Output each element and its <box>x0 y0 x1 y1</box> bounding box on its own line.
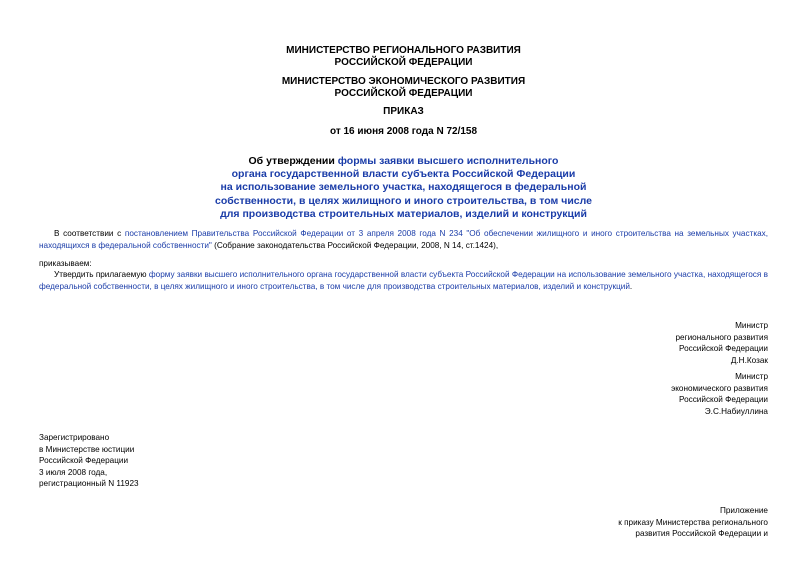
title-prefix: Об утверждении <box>248 155 338 167</box>
title-line-2[interactable]: органа государственной власти субъекта Российской Федерации <box>231 168 576 181</box>
order-paragraph: Утвердить прилагаемую форму заявки высшего исполнительного органа государственной власти субъекта Российской Федерации на использование земельного участка, находящегося в федеральной собственности, в целях жилищного и иного строительства, в том числе для производства строительных материалов, изделий и конструкций. <box>39 270 768 291</box>
order-date: от 16 июня 2008 года N 72/158 <box>329 126 478 137</box>
title-form-link[interactable]: формы заявки высшего исполнительного <box>337 155 559 167</box>
order-type: ПРИКАЗ <box>383 106 424 117</box>
title-line-5[interactable]: для производства строительных материалов, изделий и конструкций <box>220 207 587 220</box>
signature-minister-regional: Министр регионального развития Российской Федерации Д.Н.Козак <box>675 321 768 365</box>
signature-minister-economic: Министр экономического развития Российской Федерации Э.С.Набиуллина <box>671 372 768 416</box>
ministry-regional-heading: МИНИСТЕРСТВО РЕГИОНАЛЬНОГО РАЗВИТИЯ РОССИЙСКОЙ ФЕДЕРАЦИИ <box>286 45 521 68</box>
title-line-4[interactable]: собственности, в целях жилищного и иного строительства, в том числе <box>215 194 592 207</box>
preamble-paragraph: В соответствии с постановлением Правительства Российской Федерации от 3 апреля 2008 года N 234 "Об обеспечении жилищного и иного строительства на земельных участках, находящихся в федеральной собственности" (Собрание законодательства Российской Федерации, 2008, N 14, ст.1424), <box>39 229 769 250</box>
registration-block: Зарегистрировано в Министерстве юстиции Российской Федерации 3 июля 2008 года, регистрационный N 11923 <box>39 433 139 489</box>
order-verb: приказываем: <box>39 259 92 268</box>
appendix-header: Приложение к приказу Министерства регионального развития Российской Федерации и <box>618 506 768 539</box>
title-line-3[interactable]: на использование земельного участка, находящегося в федеральной <box>220 181 587 194</box>
approved-form-link[interactable]: форму заявки высшего исполнительного органа государственной власти субъекта Российской Федерации на использование земельного участка, находящегося в федеральной собственности, в целях жилищного и иного строительства, в том числе для производства строительных материалов, изделий и конструкций <box>39 270 768 291</box>
government-decree-link[interactable]: постановлением Правительства Российской Федерации от 3 апреля 2008 года N 234 "Об обеспечении жилищного и иного строительства на земельных участках, находящихся в федеральной собственности" <box>39 229 769 250</box>
document-title <box>0 155 807 221</box>
ministry-economic-heading: МИНИСТЕРСТВО ЭКОНОМИЧЕСКОГО РАЗВИТИЯ РОССИЙСКОЙ ФЕДЕРАЦИИ <box>281 76 526 99</box>
